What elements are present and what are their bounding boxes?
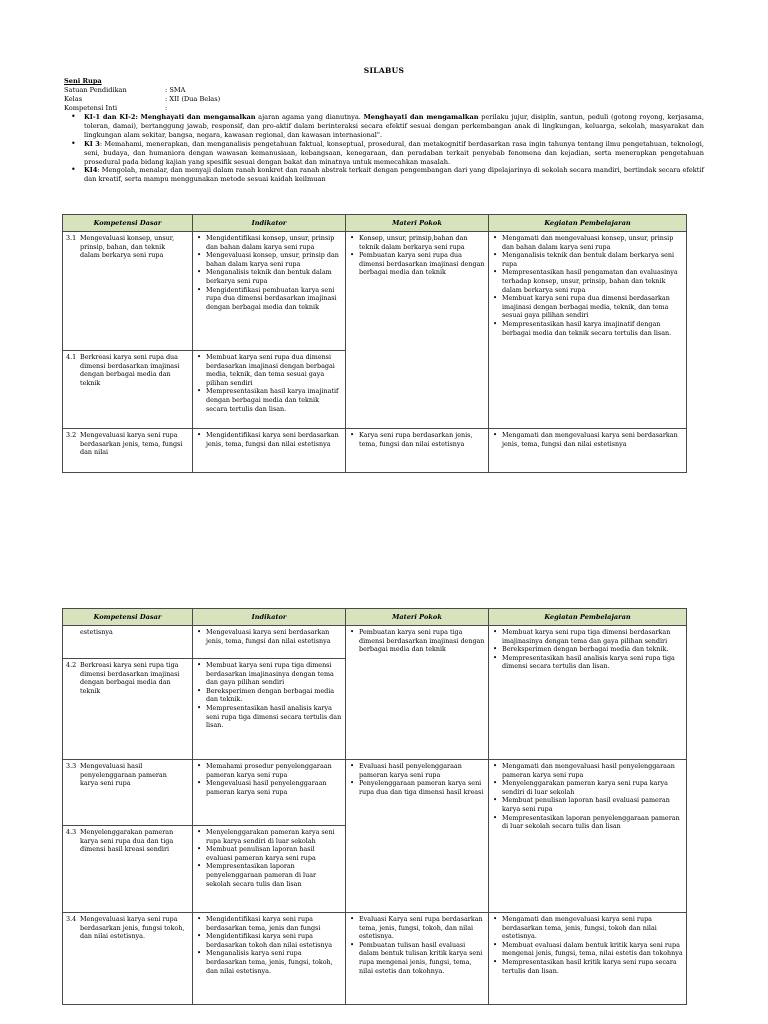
table-row bbox=[63, 760, 687, 826]
kegiatan-cell bbox=[489, 429, 687, 473]
bullet-item: • Memahami prosedur penyelenggaraan pameran karya seni rupa bbox=[196, 762, 342, 779]
subject-title: Seni Rupa bbox=[64, 77, 102, 85]
meta-row: Satuan Pendidikan : SMA bbox=[64, 86, 186, 94]
syllabus-table-2 bbox=[62, 608, 687, 1005]
kegiatan-cell bbox=[489, 232, 687, 429]
bullet-item: • Membuat penulisan laporan hasil evaluasi pameran karya seni rupa bbox=[492, 796, 683, 813]
header-indikator: Indikator bbox=[193, 215, 346, 232]
bullet-item: • Mempresentasikan laporan penyelenggaraan pameran di luar sekolah secara tulis dan lisan bbox=[492, 814, 683, 831]
bullet-item: • Pembuatan tulisan hasil evaluasi dalam bentuk tulisan kritik karya seni rupa mengenai jenis, fungsi, tema, nilai estetis dan tokohnya. bbox=[349, 941, 485, 975]
kd-cell: 3.1 Mengevaluasi konsep, unsur, prinsip, bahan, dan teknik dalam berkarya seni rupa bbox=[63, 232, 193, 351]
bullet-item: • Penyelenggaraan pameran karya seni rupa dua dan tiga dimensi hasil kreasi bbox=[349, 779, 485, 796]
bullet-item: • Karya seni rupa berdasarkan jenis, tema, fungsi dan nilai estetisnya bbox=[349, 431, 485, 448]
indikator-cell bbox=[193, 351, 346, 429]
header-kegiatan: Kegiatan Pembelajaran bbox=[489, 215, 687, 232]
indikator-cell bbox=[193, 760, 346, 826]
ki-item: • KI-1 dan KI-2: Menghayati dan mengamalkan ajaran agama yang dianutnya. Menghayati dan mengamalkan perilaku jujur, disiplin, santun, peduli (gotong royong, kerjasama, toleran, damai), bertanggung jawab, responsif, dan pro-aktif dalam berinteraksi secara efektif sesuai dengan perkembangan anak di lingkungan, keluarga, sekolah, masyarakat dan lingkungan alam sekitar, bangsa, negara, kawasan regional, dan kawasan internasional". bbox=[64, 113, 704, 140]
materi-cell bbox=[346, 232, 489, 429]
materi-cell bbox=[346, 760, 489, 913]
header-materi-pokok: Materi Pokok bbox=[346, 215, 489, 232]
document-header bbox=[64, 77, 704, 184]
bullet-item: • Menyelenggarakan pameran karya seni rupa karya sendiri di luar sekolah bbox=[492, 779, 683, 796]
bullet-item: • Mengidentifikasi karya seni rupa berdasarkan tema, jenis dan fungsi bbox=[196, 915, 342, 932]
materi-cell bbox=[346, 913, 489, 1005]
bullet-item: • Membuat penulisan laporan hasil evaluasi pameran karya seni rupa bbox=[196, 845, 342, 862]
header-indikator: Indikator bbox=[193, 609, 346, 626]
kegiatan-cell bbox=[489, 626, 687, 760]
bullet-item: • Membuat karya seni rupa tiga dimensi berdasarkan imajinasinya dengan tema dan gaya pilihan sendiri bbox=[196, 661, 342, 687]
bullet-item: • Membuat karya seni rupa tiga dimensi berdasarkan imajinasinya dengan tema dan gaya pilihan sendiri bbox=[492, 628, 683, 645]
kd-cell: 4.3 Menyelenggarakan pameran karya seni rupa dua dan tiga dimensi hasil kreasi sendiri bbox=[63, 826, 193, 913]
ki-item: • KI 3: Memahami, menerapkan, dan menganalisis pengetahuan faktual, konseptual, prosedural, dan metakognitif berdasarkan rasa ingin tahunya tentang ilmu pengetahuan, teknologi, seni, budaya, dan humaniora dengan wawasan kemanusiaan, kebangsaan, kenegaraan, dan peradaban terkait penyebab fenomena dan kejadian, serta menerapkan pengetahuan prosedural pada bidang kajian yang spesifik sesuai dengan bakat dan minatnya untuk memecahkan masalah. bbox=[64, 140, 704, 167]
bullet-item: • Membuat evaluasi dalam bentuk kritik karya seni rupa mengenai jenis, fungsi, tema, nilai estetis dan tokohnya bbox=[492, 941, 683, 958]
bullet-item: • Mengevaluasi hasil penyelenggaraan pameran karya seni rupa bbox=[196, 779, 342, 796]
bullet-item: • Mengevaluasi karya seni berdasarkan jenis, tema, fungsi dan nilai estetisnya bbox=[196, 628, 342, 645]
header-materi-pokok: Materi Pokok bbox=[346, 609, 489, 626]
page-title: SILABUS bbox=[363, 66, 405, 75]
bullet-item: • Mengidentifikasi konsep, unsur, prinsip dan bahan dalam karya seni rupa bbox=[196, 234, 342, 251]
bullet-item: • Menganalisis teknik dan bentuk dalam berkarya seni rupa bbox=[196, 268, 342, 285]
header-kompetensi-dasar: Kompetensi Dasar bbox=[63, 609, 193, 626]
header-kegiatan: Kegiatan Pembelajaran bbox=[489, 609, 687, 626]
indikator-cell bbox=[193, 232, 346, 351]
bullet-item: • Evaluasi hasil penyelenggaraan pameran karya seni rupa bbox=[349, 762, 485, 779]
bullet-item: • Mengevaluasi konsep, unsur, prinsip dan bahan dalam karya seni rupa bbox=[196, 251, 342, 268]
header-kompetensi-dasar: Kompetensi Dasar bbox=[63, 215, 193, 232]
bullet-item: • Membuat karya seni rupa dua dimensi berdasarkan imajinasi dengan berbagai media, teknik, dan tema sesuai gaya pilihan sendiri bbox=[196, 353, 342, 387]
indikator-cell bbox=[193, 659, 346, 760]
kd-cell: 4.2 Berkreasi karya seni rupa tiga dimensi berdasarkan imajinasi dengan berbagai media dan teknik bbox=[63, 659, 193, 760]
bullet-item: • Konsep, unsur, prinsip,bahan dan teknik dalam berkarya seni rupa bbox=[349, 234, 485, 251]
kegiatan-cell bbox=[489, 760, 687, 913]
bullet-item: • Mempresentasikan hasil karya imajinatif dengan berbagai media dan teknik secara tertulis dan lisan. bbox=[196, 387, 342, 413]
bullet-item: • Pembuatan karya seni rupa tiga dimensi berdasarkan imajinasi dengan berbagai media dan teknik bbox=[349, 628, 485, 654]
meta-row: Kompetensi Inti : bbox=[64, 104, 168, 112]
materi-cell bbox=[346, 626, 489, 760]
bullet-item: • Menganalisis teknik dan bentuk dalam berkarya seni rupa bbox=[492, 251, 683, 268]
bullet-item: • Mempresentasikan laporan penyelenggaraan pameran di luar sekolah secara tulis dan lisan bbox=[196, 862, 342, 888]
bullet-item: • Mengamati dan mengevaluasi konsep, unsur, prinsip dan bahan dalam karya seni rupa bbox=[492, 234, 683, 251]
bullet-item: • Mempresentasikan hasil karya imajinatif dengan berbagai media dan teknik secara tertulis dan lisan. bbox=[492, 320, 683, 337]
bullet-item: • Mempresentasikan hasil kritik karya seni rupa secara tertulis dan lisan. bbox=[492, 958, 683, 975]
table-header-row bbox=[63, 215, 687, 232]
materi-cell bbox=[346, 429, 489, 473]
kd-cell: estetisnya bbox=[63, 626, 193, 659]
bullet-item: • Mengamati dan mengevaluasi hasil penyelenggaraan pameran karya seni rupa bbox=[492, 762, 683, 779]
kegiatan-cell bbox=[489, 913, 687, 1005]
bullet-item: • Mengidentifikasi karya seni rupa berdasarkan tokoh dan nilai estetisnya bbox=[196, 932, 342, 949]
indikator-cell bbox=[193, 626, 346, 659]
table-row bbox=[63, 913, 687, 1005]
indikator-cell bbox=[193, 913, 346, 1005]
syllabus-table-1 bbox=[62, 214, 687, 473]
bullet-item: • Mengamati dan mengevaluasi karya seni berdasarkan jenis, tema, fungsi dan nilai estetisnya bbox=[492, 431, 683, 448]
bullet-item: • Membuat karya seni rupa dua dimensi berdasarkan imajinasi dengan berbagai media, teknik, dan tema sesuai gaya pilihan sendiri bbox=[492, 294, 683, 320]
table-row bbox=[63, 232, 687, 351]
bullet-item: • Bereksperimen dengan berbagai media dan teknik. bbox=[196, 687, 342, 704]
bullet-item: • Pembuatan karya seni rupa dua dimensi berdasarkan imajinasi dengan berbagai media dan teknik bbox=[349, 251, 485, 277]
bullet-item: • Evaluasi Karya seni rupa berdasarkan tema, jenis, fungsi, tokoh, dan nilai estetisnya. bbox=[349, 915, 485, 941]
indikator-cell bbox=[193, 826, 346, 913]
bullet-item: • Mengidentifikasi pembuatan karya seni rupa dua dimensi berdasarkan imajinasi dengan berbagai media dan teknik bbox=[196, 286, 342, 312]
kd-cell: 3.4 Mengevaluasi karya seni rupa berdasarkan jenis, fungsi tokoh, dan nilai estetisnya. bbox=[63, 913, 193, 1005]
table-row bbox=[63, 429, 687, 473]
kd-cell: 3.3 Mengevaluasi hasil penyelenggaraan pameran karya seni rupa bbox=[63, 760, 193, 826]
bullet-item: • Mempresentasikan hasil analisis karya seni rupa tiga dimensi secara tertulis dan lisan. bbox=[196, 704, 342, 730]
bullet-item: • Mengidentifikasi karya seni berdasarkan jenis, tema, fungsi dan nilai estetisnya bbox=[196, 431, 342, 448]
bullet-item: • Mempresentasikan hasil analisis karya seni rupa tiga dimensi secara tertulis dan lisan. bbox=[492, 654, 683, 671]
kd-cell: 4.1 Berkreasi karya seni rupa dua dimensi berdasarkan imajinasi dengan berbagai media dan teknik bbox=[63, 351, 193, 429]
kd-cell: 3.2 Mengevaluasi karya seni rupa berdasarkan jenis, tema, fungsi dan nilai bbox=[63, 429, 193, 473]
bullet-item: • Mengamati dan mengevaluasi karya seni rupa berdasarkan tema, jenis, fungsi, tokoh dan nilai estetisnya. bbox=[492, 915, 683, 941]
bullet-item: • Menganalisis karya seni rupa berdasarkan tema, jenis, fungsi, tokoh, dan nilai estetisnya. bbox=[196, 949, 342, 975]
bullet-item: • Bereksperimen dengan berbagai media dan teknik. bbox=[492, 645, 683, 654]
bullet-item: • Menyelenggarakan pameran karya seni rupa karya sendiri di luar sekolah bbox=[196, 828, 342, 845]
ki-item: • KI4: Mengolah, menalar, dan menyaji dalam ranah konkret dan ranah abstrak terkait dengan pengembangan dari yang dipelajarinya di sekolah secara mandiri, bertindak secara efektif dan kreatif, serta mampu menggunakan metode sesuai kaidah keilmuan bbox=[64, 166, 704, 184]
meta-row: Kelas : XII (Dua Belas) bbox=[64, 95, 221, 103]
indikator-cell bbox=[193, 429, 346, 473]
ki-list bbox=[64, 113, 704, 184]
table-header-row bbox=[63, 609, 687, 626]
bullet-item: • Mempresentasikan hasil pengamatan dan evaluasinya terhadap konsep, unsur, prinsip, bahan dan teknik dalam berkarya seni rupa bbox=[492, 268, 683, 294]
table-row bbox=[63, 626, 687, 659]
